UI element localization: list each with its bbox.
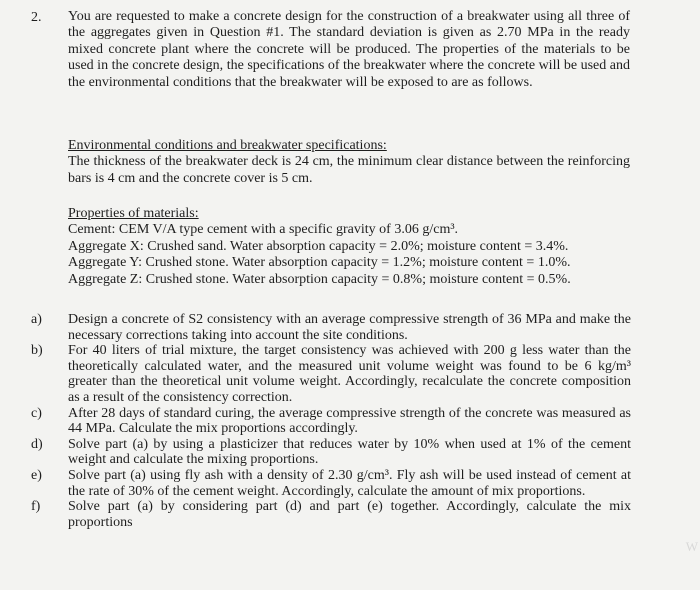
question-text: Solve part (a) by considering part (d) and part (e) together. Accordingly, calculate the mix proportions bbox=[68, 499, 631, 530]
question-b bbox=[31, 343, 631, 405]
question-text: Design a concrete of S2 consistency with an average compressive strength of 36 MPa and make the necessary corrections taking into account the site conditions. bbox=[68, 312, 631, 343]
question-label: a) bbox=[31, 312, 42, 327]
environment-heading: Environmental conditions and breakwater specifications: bbox=[68, 138, 387, 153]
question-label: c) bbox=[31, 405, 42, 421]
question-text: Solve part (a) by using a plasticizer that reduces water by 10% when used at 1% of the cement weight and calculate the mixing proportions. bbox=[68, 436, 631, 468]
question-label: f) bbox=[31, 499, 41, 515]
question-d bbox=[31, 437, 631, 468]
question-label: d) bbox=[31, 436, 43, 452]
question-f bbox=[31, 499, 631, 530]
edge-fragment: W bbox=[685, 539, 698, 554]
material-aggregate-z: Aggregate Z: Crushed stone. Water absorption capacity = 0.8%; moisture content = 0.5%. bbox=[68, 271, 571, 287]
question-text: For 40 liters of trial mixture, the target consistency was achieved with 200 g less water than the theoretically calculated water, and the measured unit volume weight was found to be 6 kg/m³ greater than the theoretical unit volume weight. Accordingly, recalculate the concrete composition as a result of the consistency correction. bbox=[68, 343, 631, 405]
question-text: After 28 days of standard curing, the average compressive strength of the concrete was measured as 44 MPa. Calculate the mix proportions accordingly. bbox=[68, 405, 631, 437]
question-text: Solve part (a) using fly ash with a density of 2.30 g/cm³. Fly ash will be used instead of cement at the rate of 30% of the cement weight. Accordingly, calculate the amount of mix proportions. bbox=[68, 467, 631, 499]
question-a bbox=[31, 312, 631, 343]
question-list bbox=[31, 312, 631, 530]
question-label: e) bbox=[31, 467, 42, 483]
environment-section bbox=[68, 138, 630, 187]
material-aggregate-y: Aggregate Y: Crushed stone. Water absorption capacity = 1.2%; moisture content = 1.0%. bbox=[68, 255, 571, 271]
material-aggregate-x: Aggregate X: Crushed sand. Water absorption capacity = 2.0%; moisture content = 3.4%. bbox=[68, 238, 569, 254]
intro-paragraph: You are requested to make a concrete design for the construction of a breakwater using all three of the aggregates given in Question #1. The standard deviation is given as 2.70 MPa in the ready mixed concrete plant where the concrete will be produced. The properties of the materials to be used in the concrete design, the specifications of the breakwater where the concrete will be used and the environmental conditions that the breakwater will be exposed to are as follows. bbox=[68, 9, 630, 90]
environment-text: The thickness of the breakwater deck is 24 cm, the minimum clear distance between the reinforcing bars is 4 cm and the concrete cover is 5 cm. bbox=[68, 154, 630, 186]
materials-heading: Properties of materials: bbox=[68, 206, 199, 221]
materials-section bbox=[68, 206, 630, 288]
question-c bbox=[31, 406, 631, 437]
question-e bbox=[31, 468, 631, 499]
question-label: b) bbox=[31, 343, 43, 359]
material-cement: Cement: CEM V/A type cement with a specific gravity of 3.06 g/cm³. bbox=[68, 222, 459, 238]
question-number: 2. bbox=[31, 10, 42, 25]
